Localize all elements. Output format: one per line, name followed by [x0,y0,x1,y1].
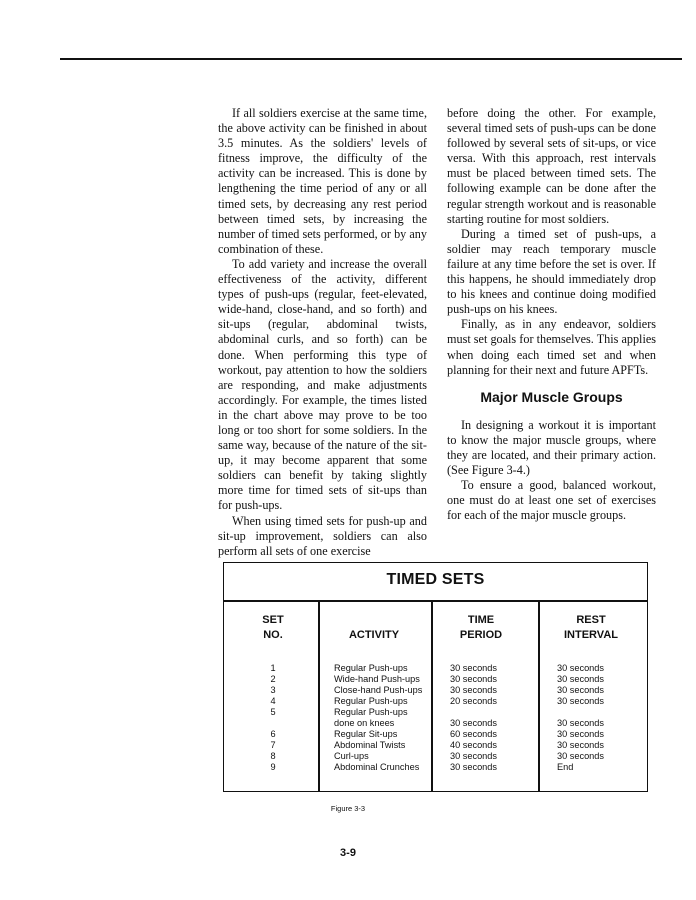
table-cell: 30 seconds [557,663,604,673]
table-cell: 30 seconds [557,751,604,761]
table-cell: Abdominal Twists [334,740,406,750]
table-divider [224,600,647,602]
timed-sets-table [223,562,648,792]
table-divider [538,600,540,791]
activity-column [334,663,444,773]
table-cell: 20 seconds [450,696,497,706]
paragraph: During a timed set of push-ups, a soldier may reach temporary muscle failure at any time before the set is over. If this happens, he should immediately drop to his knees and continue doing modified push-ups on his knees. [447,226,656,317]
page-number: 3-9 [340,847,356,859]
table-cell: 30 seconds [450,663,497,673]
header-rule [60,58,682,60]
table-cell: 9 [270,762,276,772]
table-cell: Abdominal Crunches [334,762,420,772]
table-cell: 30 seconds [557,729,604,739]
paragraph: before doing the other. For example, several timed sets of push-ups can be done followed by several sets of sit-ups, or vice versa. With this approach, rest intervals must be placed between timed sets. The following example can be done after the regular strength workout and is reasonable starting routine for most soldiers. [447,106,656,226]
table-cell: 30 seconds [450,751,497,761]
figure-caption: Figure 3-3 [330,804,366,813]
table-divider [318,600,320,791]
time-period-column [450,663,530,773]
paragraph: To add variety and increase the overall effectiveness of the activity, different types of push-ups (regular, feet-elevated, wide-hand, close-hand, and so forth) and sit-ups (regular, abdominal twists, abdominal curls, and so forth) can be done. When performing this type of workout, pay attention to how the soldiers are responding, and make adjustments accordingly. For example, the times listed in the chart above may prove to be too long or too short for some soldiers. In the same way, because of the nature of the sit-up, it may become apparent that some soldiers can benefit by taking slightly more time for timed sets of sit-ups than for push-ups. [218,256,427,513]
table-cell: 30 seconds [557,674,604,684]
table-cell: 7 [270,740,276,750]
table-cell: 6 [270,729,276,739]
table-cell: 60 seconds [450,729,497,739]
table-cell: End [557,762,574,772]
table-cell: 40 seconds [450,740,497,750]
table-cell: Close-hand Push-ups [334,685,423,695]
set-number-column [254,663,292,773]
section-heading: Major Muscle Groups [480,388,623,405]
table-cell: Regular Push-ups [334,696,408,706]
header-rest-interval: REST INTERVAL [564,614,618,641]
paragraph: Finally, as in any endeavor, soldiers must set goals for themselves. This applies when doing each timed set and when planning for their next and future APFTs. [447,317,656,377]
table-cell: 30 seconds [557,718,604,728]
table-cell: 30 seconds [557,740,604,750]
header-set-no: SET NO. [262,614,284,641]
table-title: TIMED SETS [386,571,485,588]
table-cell: 30 seconds [450,674,497,684]
paragraph: To ensure a good, balanced workout, one must do at least one set of exercises for each of the major muscle groups. [447,478,656,523]
table-cell: 3 [270,685,276,695]
table-cell: 30 seconds [557,696,604,706]
paragraph: When using timed sets for push-up and sit-up improvement, soldiers can also perform all sets of one exercise [218,513,427,558]
rest-interval-column [557,663,647,773]
left-column [218,106,427,559]
table-cell: 30 seconds [450,762,497,772]
table-cell: Regular Push-ups [334,663,408,673]
table-cell: 8 [270,751,276,761]
table-cell: 30 seconds [450,685,497,695]
table-cell: done on knees [334,718,395,728]
paragraph: If all soldiers exercise at the same time, the above activity can be finished in about 3.5 minutes. As the soldiers' levels of fitness improve, the difficulty of the activity can be increased. This is done by lengthening the time period of any or all timed sets, by decreasing any rest period between timed sets, by increasing the number of timed sets performed, or by any combination of these. [218,106,427,256]
table-cell: 4 [270,696,276,706]
table-cell [254,718,292,729]
right-column [447,106,656,523]
header-activity: ACTIVITY [348,629,400,641]
table-cell: Regular Push-ups [334,707,408,717]
paragraph: In designing a workout it is important to know the major muscle groups, where they are located, and their primary action. (See Figure 3-4.) [447,417,656,478]
table-cell: 5 [270,707,276,717]
table-cell: Wide-hand Push-ups [334,674,420,684]
table-cell: Regular Sit-ups [334,729,398,739]
table-cell: 30 seconds [450,718,497,728]
table-cell [450,707,530,718]
table-cell: 2 [270,674,276,684]
table-cell [557,707,647,718]
table-cell: 1 [270,663,276,673]
table-cell: Curl-ups [334,751,369,761]
header-time-period: TIME PERIOD [459,614,503,641]
table-cell: 30 seconds [557,685,604,695]
